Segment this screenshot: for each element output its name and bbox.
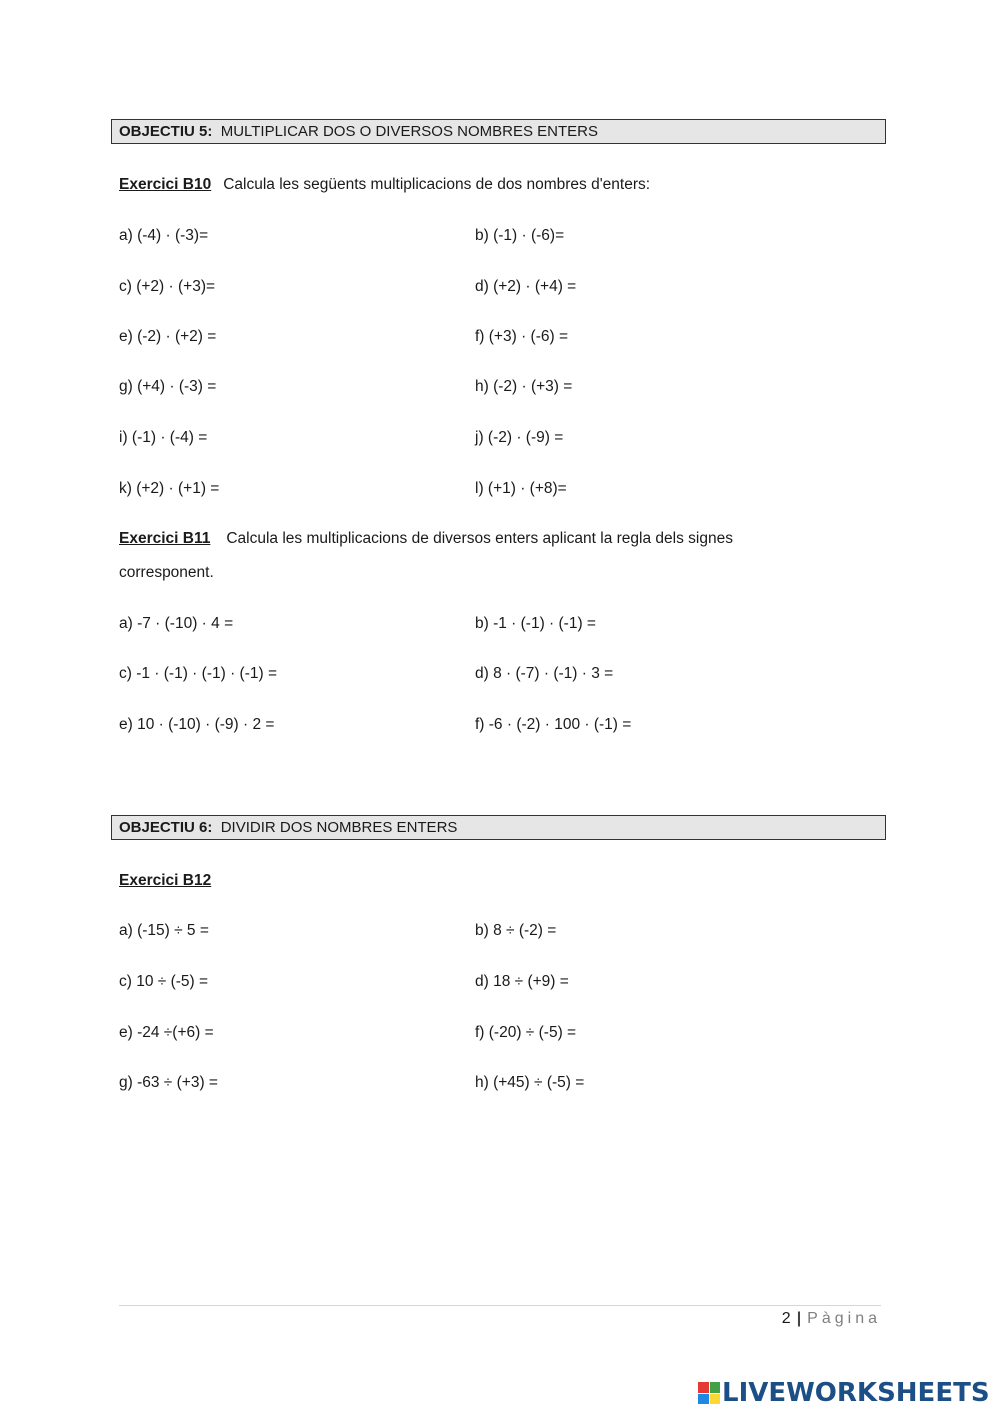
exercise-b11-item-b: b) -1 · (-1) · (-1) =: [475, 615, 596, 632]
objective-6-label: OBJECTIU 6:: [119, 819, 213, 836]
exercise-b10-instruction: Calcula les següents multiplicacions de dos nombres d'enters:: [223, 176, 651, 193]
objective-5-header: [111, 119, 886, 144]
exercise-b12-title: Exercici B12: [119, 872, 212, 889]
exercise-b11-instruction: Calcula les multiplicacions de diversos enters aplicant la regla dels signes: [226, 530, 733, 547]
exercise-b11-item-f: f) -6 · (-2) · 100 · (-1) =: [475, 716, 632, 733]
exercise-b10-item-h: h) (-2) · (+3) =: [475, 378, 573, 395]
exercise-b11-instruction-continued: corresponent.: [119, 564, 214, 581]
exercise-b10-item-i: i) (-1) · (-4) =: [119, 429, 208, 446]
page-footer: [782, 1310, 881, 1328]
objective-5-title: MULTIPLICAR DOS O DIVERSOS NOMBRES ENTERS: [220, 123, 598, 140]
objective-6-header: [111, 815, 886, 840]
exercise-b10-item-a: a) (-4) · (-3)=: [119, 227, 209, 244]
exercise-b10-item-c: c) (+2) · (+3)=: [119, 278, 216, 295]
exercise-b10-item-d: d) (+2) · (+4) =: [475, 278, 577, 295]
objective-5-label: OBJECTIU 5:: [119, 123, 213, 140]
liveworksheets-watermark: [698, 1378, 990, 1408]
exercise-b10-heading: [119, 176, 650, 194]
exercise-b10-title: Exercici B10: [119, 176, 212, 193]
exercise-b10-item-l: l) (+1) · (+8)=: [475, 480, 567, 497]
footer-divider: [119, 1305, 881, 1306]
exercise-b12-item-d: d) 18 ÷ (+9) =: [475, 973, 569, 990]
exercise-b10-item-f: f) (+3) · (-6) =: [475, 328, 569, 345]
exercise-b12-item-c: c) 10 ÷ (-5) =: [119, 973, 209, 990]
exercise-b12-heading: [119, 872, 223, 890]
exercise-b11-heading: [119, 530, 733, 548]
exercise-b10-item-j: j) (-2) · (-9) =: [475, 429, 564, 446]
exercise-b12-item-g: g) -63 ÷ (+3) =: [119, 1074, 218, 1091]
page-number: 2: [781, 1310, 791, 1327]
exercise-b11-item-e: e) 10 · (-10) · (-9) · 2 =: [119, 716, 275, 733]
exercise-b12-item-b: b) 8 ÷ (-2) =: [475, 922, 557, 939]
exercise-b12-item-a: a) (-15) ÷ 5 =: [119, 922, 209, 939]
footer-separator: |: [796, 1310, 802, 1327]
exercise-b12-item-f: f) (-20) ÷ (-5) =: [475, 1024, 577, 1041]
liveworksheets-logo-icon: [698, 1382, 720, 1404]
exercise-b12-item-e: e) -24 ÷(+6) =: [119, 1024, 214, 1041]
exercise-b11-item-a: a) -7 · (-10) · 4 =: [119, 615, 234, 632]
exercise-b11-item-c: c) -1 · (-1) · (-1) · (-1) =: [119, 665, 277, 682]
exercise-b10-item-b: b) (-1) · (-6)=: [475, 227, 565, 244]
exercise-b12-item-h: h) (+45) ÷ (-5) =: [475, 1074, 585, 1091]
watermark-text: LIVEWORKSHEETS: [722, 1378, 990, 1408]
exercise-b10-item-k: k) (+2) · (+1) =: [119, 480, 220, 497]
exercise-b11-title: Exercici B11: [119, 530, 211, 547]
exercise-b10-item-e: e) (-2) · (+2) =: [119, 328, 217, 345]
page-word: Pàgina: [807, 1310, 881, 1327]
objective-6-title: DIVIDIR DOS NOMBRES ENTERS: [220, 819, 458, 836]
exercise-b11-item-d: d) 8 · (-7) · (-1) · 3 =: [475, 665, 614, 682]
exercise-b10-item-g: g) (+4) · (-3) =: [119, 378, 217, 395]
